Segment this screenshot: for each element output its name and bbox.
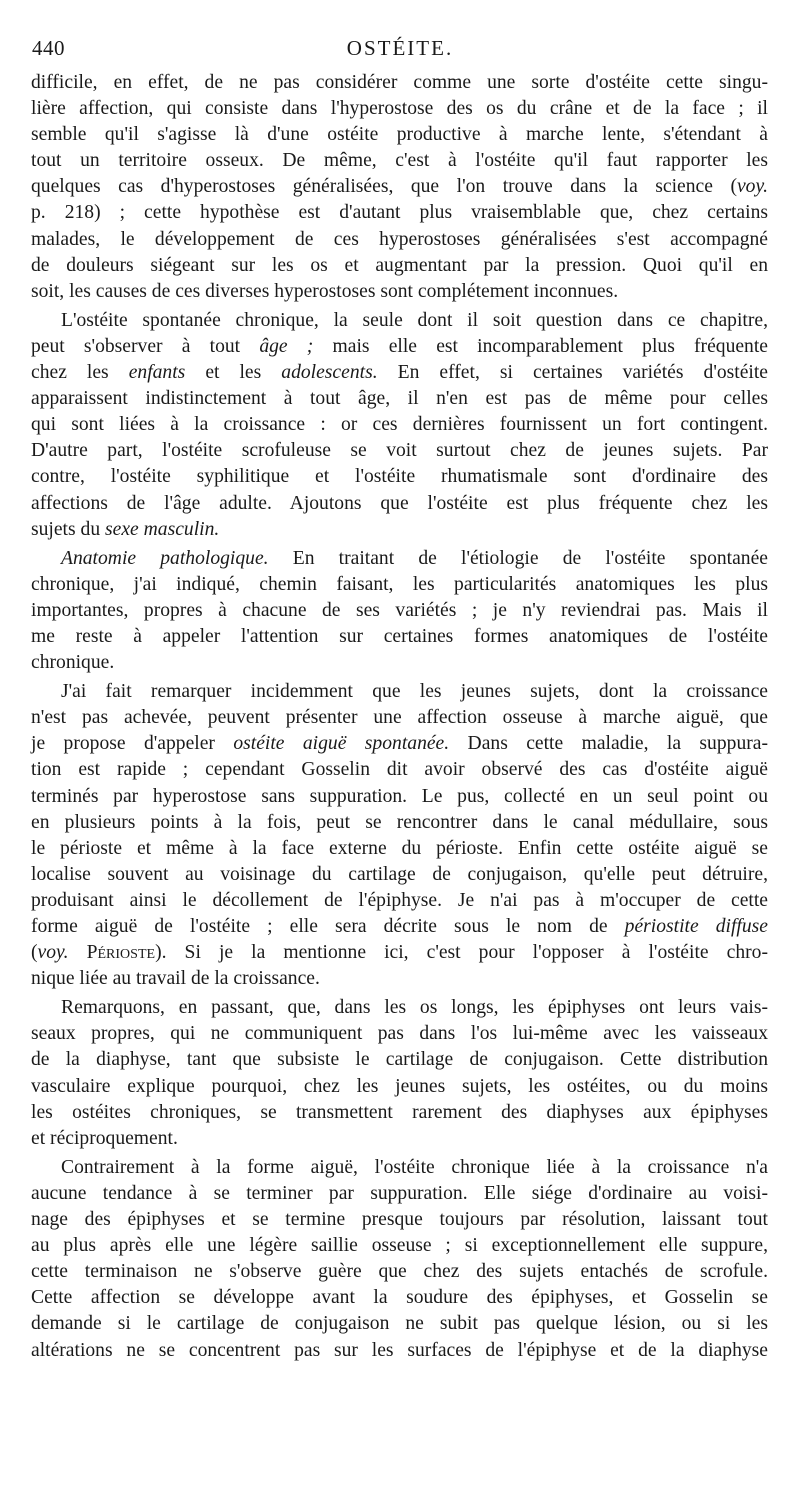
text-line — [31, 1181, 768, 1207]
text-run: et réciproquement. — [31, 1127, 178, 1149]
text-run: au plus après elle une légère saillie osseuse ; si exceptionnellement elle suppure, — [31, 1235, 768, 1257]
text-line — [31, 572, 768, 598]
text-run: D'autre part, l'ostéite scrofuleuse se voit surtout chez de jeunes sujets. Par — [31, 440, 768, 462]
text-run: altérations ne se concentrent pas sur les surfaces de l'épiphyse et de la diaphyse — [31, 1339, 768, 1361]
text-line — [31, 253, 768, 279]
text-line — [31, 70, 768, 96]
paragraph — [31, 308, 768, 543]
text-run: quelques cas d'hyperostoses généralisées, que l'on trouve dans la science ( — [31, 176, 737, 198]
text-line — [31, 200, 768, 226]
text-run: qui sont liées à la croissance : or ces dernières fournissent un fort contingent. — [31, 414, 768, 436]
text-run: peut s'observer à tout — [31, 335, 260, 357]
text-run: les ostéites chroniques, se transmettent rarement des diaphyses aux épiphyses — [31, 1101, 768, 1123]
text-line — [31, 862, 768, 888]
text-line — [31, 148, 768, 174]
text-line — [31, 1126, 768, 1152]
text-line — [31, 650, 768, 676]
text-line — [31, 122, 768, 148]
text-run: J'ai fait remarquer incidemment que les jeunes sujets, dont la croissance — [61, 681, 768, 703]
text-line — [31, 757, 768, 783]
text-run: vasculaire explique pourquoi, chez les jeunes sujets, les ostéites, ou du moins — [31, 1075, 768, 1097]
text-run: Remarquons, en passant, que, dans les os longs, les épiphyses ont leurs vais- — [61, 997, 768, 1019]
text-line — [31, 546, 768, 572]
text-line — [31, 517, 768, 543]
text-run: de douleurs siégeant sur les os et augmentant par la pression. Quoi qu'il en — [31, 254, 768, 276]
text-line — [31, 1047, 768, 1073]
text-run: importantes, propres à chacune de ses variétés ; je n'y reviendrai pas. Mais il — [31, 599, 768, 621]
text-line — [31, 784, 768, 810]
paragraph — [31, 679, 768, 992]
text-run: tout un territoire osseux. De même, c'est à l'ostéite qu'il faut rapporter les — [31, 150, 768, 172]
text-line — [31, 705, 768, 731]
text-line — [31, 598, 768, 624]
text-line — [31, 386, 768, 412]
italic-text: Anatomie pathologique. — [61, 547, 269, 569]
text-line — [31, 1207, 768, 1233]
italic-text: sexe masculin. — [105, 518, 220, 540]
text-line — [31, 96, 768, 122]
italic-text: périostite diffuse — [624, 916, 768, 937]
text-run: Contrairement à la forme aiguë, l'ostéite chronique liée à la croissance n'a — [61, 1156, 768, 1178]
text-line — [31, 810, 768, 836]
text-line — [31, 464, 768, 490]
text-line — [31, 438, 768, 464]
body-text — [31, 70, 768, 1364]
paragraph — [31, 995, 768, 1152]
text-run: produisant ainsi le décollement de l'épiphyse. Je n'ai pas à m'occuper de cette — [31, 889, 768, 911]
text-run: difficile, en effet, de ne pas considérer comme une sorte d'ostéite cette singu- — [31, 72, 768, 93]
text-line — [31, 1259, 768, 1285]
text-run: le périoste et même à la face externe du périoste. Enfin cette ostéite aiguë se — [31, 837, 768, 859]
page-header — [30, 36, 770, 66]
text-line — [31, 174, 768, 200]
text-line — [31, 1074, 768, 1100]
text-line — [31, 360, 768, 386]
text-run: Cette affection se développe avant la soudure des épiphyses, et Gosselin se — [31, 1287, 768, 1309]
text-run: contre, l'ostéite syphilitique et l'ostéite rhumatismale sont d'ordinaire des — [31, 466, 768, 488]
text-line — [31, 1155, 768, 1181]
text-line — [31, 624, 768, 650]
text-line — [31, 679, 768, 705]
italic-text: voy. — [736, 176, 768, 198]
text-line — [31, 412, 768, 438]
text-run: demande si le cartilage de conjugaison ne subit pas quelque lésion, ou si les — [31, 1313, 768, 1335]
text-run: nage des épiphyses et se termine presque toujours par résolution, laissant tout — [31, 1209, 768, 1231]
paragraph — [31, 70, 768, 305]
text-run: cette terminaison ne s'observe guère que chez des sujets entachés de scrofule. — [31, 1261, 768, 1283]
text-run: ). Si je la mentionne ici, c'est pour l'opposer à l'ostéite chro- — [155, 942, 768, 964]
italic-text: adolescents. — [281, 362, 378, 384]
text-run: chez les — [31, 362, 129, 384]
text-run: soit, les causes de ces diverses hyperostoses sont complétement inconnues. — [31, 280, 619, 302]
text-run: apparaissent indistinctement à tout âge, il n'en est pas de même pour celles — [31, 388, 768, 410]
text-run: sujets du — [31, 518, 106, 540]
text-line — [31, 1311, 768, 1337]
text-line — [31, 227, 768, 253]
text-line — [31, 279, 768, 305]
text-run: malades, le développement de ces hyperostoses généralisées s'est accompagné — [31, 228, 768, 250]
text-run: je propose d'appeler — [31, 733, 234, 755]
paragraph — [31, 1155, 768, 1364]
text-run: chronique, j'ai indiqué, chemin faisant, les particularités anatomiques les plus — [31, 573, 768, 595]
text-line — [31, 1338, 768, 1364]
small-caps-text: Périoste — [86, 942, 156, 964]
text-line — [31, 334, 768, 360]
text-run: chronique. — [31, 652, 115, 674]
text-run: nique liée au travail de la croissance. — [31, 968, 320, 990]
text-line — [31, 888, 768, 914]
text-run: de la diaphyse, tant que subsiste le cartilage de conjugaison. Cette distribution — [31, 1049, 768, 1071]
text-run: mais elle est incomparablement plus fréquente — [313, 335, 768, 357]
text-line — [31, 940, 768, 966]
text-run: lière affection, qui consiste dans l'hyperostose des os du crâne et de la face ; il — [31, 98, 768, 120]
text-line — [31, 914, 768, 940]
text-run: terminés par hyperostose sans suppuration. Le pus, collecté en un seul point ou — [31, 785, 768, 807]
text-run: forme aiguë de l'ostéite ; elle sera décrite sous le nom de — [31, 916, 625, 937]
italic-text: enfants — [128, 362, 186, 384]
text-line — [31, 731, 768, 757]
text-run: En traitant de l'étiologie de l'ostéite spontanée — [268, 547, 768, 569]
text-line — [31, 1100, 768, 1126]
text-run: me reste à appeler l'attention sur certaines formes anatomiques de l'ostéite — [31, 625, 768, 647]
running-head: OSTÉITE. — [346, 36, 454, 60]
text-run: n'est pas achevée, peuvent présenter une affection osseuse à marche aiguë, que — [31, 707, 768, 729]
text-run: tion est rapide ; cependant Gosselin dit avoir observé des cas d'ostéite aiguë — [31, 759, 768, 781]
text-run: affections de l'âge adulte. Ajoutons que l'ostéite est plus fréquente chez les — [31, 492, 768, 514]
text-line — [31, 1285, 768, 1311]
italic-text: âge ; — [259, 335, 314, 357]
text-run: semble qu'il s'agisse là d'une ostéite productive à marche lente, s'étendant à — [31, 124, 768, 146]
text-run: aucune tendance à se terminer par suppuration. Elle siége d'ordinaire au voisi- — [31, 1182, 768, 1204]
text-line — [31, 1233, 768, 1259]
italic-text: ostéite aiguë spontanée. — [233, 733, 450, 755]
text-run — [69, 942, 87, 963]
text-line — [31, 491, 768, 517]
text-line — [31, 995, 768, 1021]
page-number: 440 — [32, 36, 65, 60]
text-run: localise souvent au voisinage du cartilage de conjugaison, qu'elle peut détruire, — [31, 863, 768, 885]
text-run: ( — [31, 942, 38, 964]
text-line — [31, 836, 768, 862]
text-line — [31, 1021, 768, 1047]
text-line — [31, 308, 768, 334]
text-run: L'ostéite spontanée chronique, la seule dont il soit question dans ce chapitre, — [61, 309, 768, 331]
text-run: Dans cette maladie, la suppura- — [449, 733, 768, 755]
text-line — [31, 966, 768, 992]
text-run: en plusieurs points à la fois, peut se rencontrer dans le canal médullaire, sous — [31, 811, 768, 833]
text-run: En effet, si certaines variétés d'ostéite — [377, 362, 769, 384]
text-run: seaux propres, qui ne communiquent pas dans l'os lui-même avec les vaisseaux — [31, 1023, 768, 1045]
text-run: et les — [185, 362, 282, 384]
paragraph — [31, 546, 768, 676]
italic-text: voy. — [37, 942, 69, 964]
text-run: p. 218) ; cette hypothèse est d'autant plus vraisemblable que, chez certains — [31, 202, 768, 224]
